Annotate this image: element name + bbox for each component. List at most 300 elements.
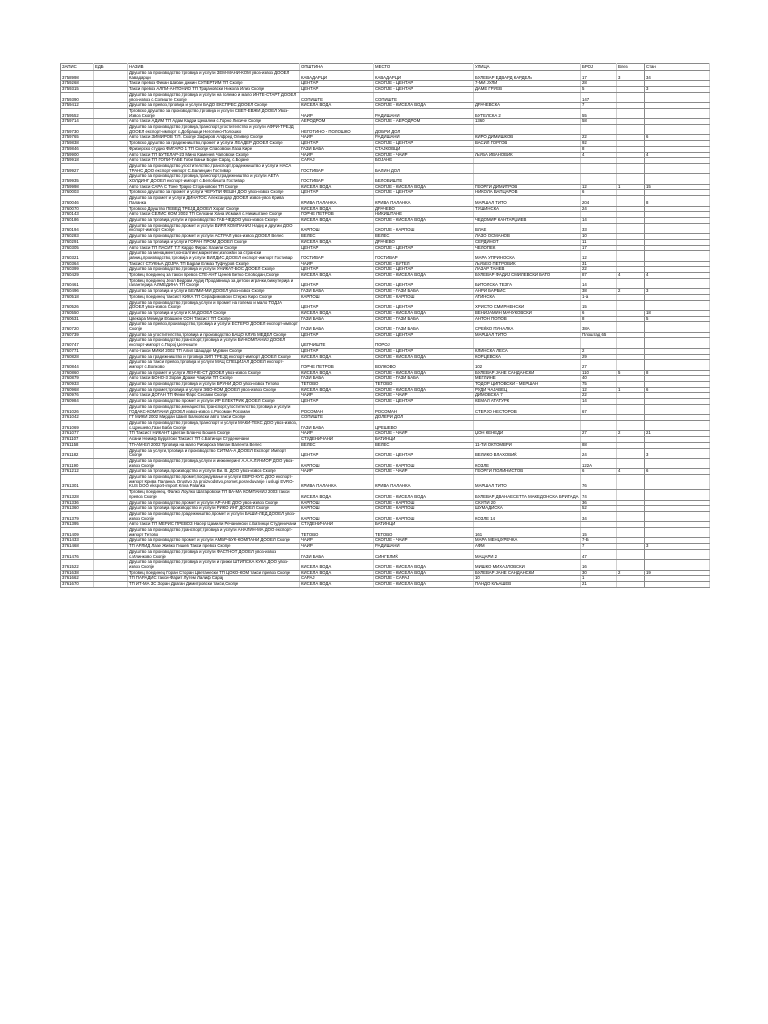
table-cell: КИСЕЛА ВОДА bbox=[300, 387, 374, 393]
table-cell: 3761360 bbox=[61, 506, 94, 512]
table-cell: 3 bbox=[617, 71, 645, 81]
table-cell: ЧАИР bbox=[300, 261, 374, 267]
table-cell bbox=[581, 163, 617, 173]
table-cell: СКОПЈЕ - ЦЕНТАР bbox=[374, 278, 474, 288]
table-cell: 3760828 bbox=[61, 354, 94, 360]
table-cell bbox=[645, 458, 710, 468]
table-cell bbox=[645, 163, 710, 173]
table-cell bbox=[94, 404, 128, 414]
table-cell: 161 bbox=[474, 528, 581, 538]
table-cell: КИСЕЛА ВОДА bbox=[300, 273, 374, 279]
table-cell: 3760399 bbox=[61, 267, 94, 273]
table-cell: КИСЕЛА ВОДА bbox=[300, 206, 374, 212]
table-cell: ВЕЛЕС bbox=[374, 234, 474, 240]
table-cell: АЕРОДРОМ bbox=[300, 119, 374, 125]
table-cell: Друштво за производство,трговија,транспорт и услуги МАКИ-ТЕКС ДОО увоз-извоз, с.Црешево,Гази Баба Скопје bbox=[128, 421, 300, 431]
table-row bbox=[61, 421, 710, 431]
table-cell: КЛИНСКА ЛЕСА bbox=[474, 348, 581, 354]
table-row bbox=[61, 404, 710, 414]
table-cell bbox=[474, 163, 581, 173]
table-cell: КАРПОШ bbox=[300, 506, 374, 512]
table-cell: 3760291 bbox=[61, 239, 94, 245]
table-cell: 1360 bbox=[474, 119, 581, 125]
table-cell: КИСЕЛА ВОДА bbox=[300, 184, 374, 190]
table-cell: 3761476 bbox=[61, 549, 94, 559]
table-cell: КАРПОШ bbox=[300, 294, 374, 300]
table-cell bbox=[94, 71, 128, 81]
table-cell bbox=[617, 490, 645, 500]
table-cell: 28 bbox=[581, 81, 617, 87]
table-cell bbox=[94, 511, 128, 521]
table-cell: 40 bbox=[581, 376, 617, 382]
table-cell: Авто такси БОНО-3 Зоран Драже Чаирли ТП Скопје bbox=[128, 376, 300, 382]
table-cell bbox=[94, 338, 128, 348]
table-cell: 3761336 bbox=[61, 500, 94, 506]
table-cell: ЦЕНТАР bbox=[300, 348, 374, 354]
table-row bbox=[61, 475, 710, 490]
table-cell: Друштво за производство,трговија и услуги и грижи ШТИПСКА КУЌА ДОО увоз-извоз Скопје bbox=[128, 560, 300, 570]
table-cell: 24 bbox=[581, 206, 617, 212]
table-cell: Друштво за промет и услуги ДИНАТОС Александар ДООЕЛ извоз-увоз Крива Паланка bbox=[128, 196, 300, 206]
table-cell: АТИНСКА bbox=[474, 294, 581, 300]
table-cell: СКОПЈЕ - КИСЕЛА ВОДА bbox=[374, 570, 474, 576]
table-cell bbox=[645, 490, 710, 500]
table-cell: 3760143 bbox=[61, 212, 94, 218]
table-cell bbox=[645, 300, 710, 310]
table-cell: 36 bbox=[581, 500, 617, 506]
table-cell: СКОПЈЕ - КАРПОШ bbox=[374, 223, 474, 233]
table-cell bbox=[617, 223, 645, 233]
table-cell: МЕЃЛИНЕ bbox=[474, 376, 581, 382]
table-cell bbox=[645, 404, 710, 414]
table-cell: 14 bbox=[581, 217, 617, 223]
table-cell bbox=[617, 108, 645, 118]
table-cell: 11 bbox=[581, 239, 617, 245]
table-cell: ТП ИТ-МА ЗС Зоран Драган Димитровски такси,Скопје bbox=[128, 582, 300, 588]
table-row bbox=[61, 108, 710, 118]
table-cell: Друштво за услуги,трговија и производство СИТМА-А ДООЕЛ Експорт Импорт Скопје bbox=[128, 448, 300, 458]
table-cell: ЧАИР bbox=[300, 135, 374, 141]
table-cell: 4 bbox=[617, 469, 645, 475]
table-cell: 3760968 bbox=[61, 387, 94, 393]
table-cell: 3760305 bbox=[61, 245, 94, 251]
table-cell: БОЈАНЕ bbox=[374, 158, 474, 164]
table-cell: Трговско друштво за промет и услуги ЧЕРУПИ ФЕШН ДОО увоз-извоз Скопје bbox=[128, 190, 300, 196]
table-cell: МИШКО МИХАЈЛОВСКИ bbox=[474, 560, 581, 570]
table-cell: САРАЈ bbox=[300, 158, 374, 164]
table-row bbox=[61, 223, 710, 233]
table-cell: СКОПЈЕ - ЦЕНТАР bbox=[374, 348, 474, 354]
table-cell: РОСОМАН bbox=[300, 404, 374, 414]
table-cell: ГОСТИВАР bbox=[300, 251, 374, 261]
table-cell: ЧЕДОМИР КАНТАРЏИЕВ bbox=[474, 217, 581, 223]
table-cell: ЧАИР bbox=[300, 544, 374, 550]
table-cell bbox=[474, 92, 581, 102]
table-cell: ГОРЧЕ ПЕТРОВ bbox=[300, 212, 374, 218]
table-cell: МАРА МЕНЏУРЕЧКА bbox=[474, 538, 581, 544]
table-cell: 3760070 bbox=[61, 206, 94, 212]
table-cell: Друштво за производство промет и услуги АМБР-БУК-КОМПАНИ ДООЕЛ Скопје bbox=[128, 538, 300, 544]
table-cell: 10 bbox=[581, 234, 617, 240]
table-cell: ВЛАЕ bbox=[474, 223, 581, 233]
table-cell bbox=[474, 421, 581, 431]
table-cell: СКОПЈЕ - ЦЕНТАР bbox=[374, 141, 474, 147]
table-cell: СРЕЌКО ПУНАЛКА bbox=[474, 322, 581, 332]
table-cell: СКОПЈЕ - КИСЕЛА ВОДА bbox=[374, 387, 474, 393]
table-cell: 3760720 bbox=[61, 322, 94, 332]
table-cell: КРИВА ПАЛАНКА bbox=[300, 196, 374, 206]
column-header: НАЗИВ bbox=[128, 64, 300, 71]
table-cell bbox=[645, 92, 710, 102]
table-cell: ТП АРЛИД Лазе Живко Гишев Такси превоз Скопје bbox=[128, 544, 300, 550]
column-header: УЛИЦА bbox=[474, 64, 581, 71]
table-cell: ЛАЗАР ТАНЕВ bbox=[474, 267, 581, 273]
table-cell bbox=[94, 223, 128, 233]
table-cell: СКОПЈЕ - ЦЕНТАР bbox=[374, 190, 474, 196]
table-cell: ЦЕНТАР bbox=[300, 448, 374, 458]
table-cell: Авто такси ЗИМИРОВ Т.П. Скопје Зафиров Алфред Оливер Скопје bbox=[128, 135, 300, 141]
table-cell bbox=[617, 322, 645, 332]
table-cell: 3759412 bbox=[61, 103, 94, 109]
table-cell: ЦЕНТАР bbox=[300, 332, 374, 338]
table-cell bbox=[474, 338, 581, 348]
table-cell bbox=[617, 300, 645, 310]
table-cell: ВЕЛЕС bbox=[300, 234, 374, 240]
table-cell: 5 bbox=[617, 370, 645, 376]
column-header: ЕДБ bbox=[94, 64, 128, 71]
table-cell: ГТ МИКИ 2002 Мирдан Шаип Балковски авто такси Скопје bbox=[128, 415, 300, 421]
table-cell: ЧАИР bbox=[300, 431, 374, 437]
table-cell: Друштво за производство,промет и услуги АСТРАЛ увоз-извоз ДООЕЛ Велес bbox=[128, 234, 300, 240]
table-row bbox=[61, 71, 710, 81]
table-cell: 24 bbox=[581, 448, 617, 458]
table-cell: ГАЗИ БАБА bbox=[300, 316, 374, 322]
table-cell: СКОПЈЕ - ЦЕНТАР bbox=[374, 87, 474, 93]
table-cell: 74 bbox=[581, 490, 617, 500]
table-cell: 3761212 bbox=[61, 469, 94, 475]
table-cell: СТУДЕНИЧАНИ bbox=[300, 437, 374, 443]
table-cell bbox=[617, 404, 645, 414]
table-cell bbox=[94, 300, 128, 310]
table-cell: 4 bbox=[645, 152, 710, 158]
table-cell bbox=[94, 448, 128, 458]
table-cell: Авто-такси МИКИ 2002 ТП Алил Шащаде Мурвин Скопје bbox=[128, 348, 300, 354]
table-cell: 15 bbox=[581, 528, 617, 538]
table-cell: ТП-АМ-ЕЛ 2002 Трговија на мало Рибарска Милан Валента Велес bbox=[128, 442, 300, 448]
table-cell: 19 bbox=[645, 570, 710, 576]
table-cell: Трговско Друштво ПЕВЕД ТРЕЈД ДООЕЛ Хорат Скопје bbox=[128, 206, 300, 212]
table-cell: 3760984 bbox=[61, 399, 94, 405]
table-cell: СКОПЈЕ - КАРПОШ bbox=[374, 511, 474, 521]
table-cell: 204 bbox=[581, 196, 617, 206]
table-cell: 3761158 bbox=[61, 442, 94, 448]
table-cell: СКОПЈЕ - ГАЗИ БАБА bbox=[374, 376, 474, 382]
table-cell bbox=[645, 511, 710, 521]
table-cell: КАВАДАРЦИ bbox=[374, 71, 474, 81]
table-cell: Трговско друштво за производство,трговија и услуги СВЕТ-ЕВЖИ ДООЕЛ Увоз-Извоз Скопје bbox=[128, 108, 300, 118]
table-cell: ГОСТИВАР bbox=[300, 163, 374, 173]
table-cell: ЉУБЕО ПЕТРОВИЌ bbox=[474, 261, 581, 267]
table-cell: 6 bbox=[581, 469, 617, 475]
table-cell: 147 bbox=[581, 92, 617, 102]
table-cell: Друштво за производство,трговија,услуги и промет на големо и мало ТОДЈА ДООЕЛ увоз-извоз Скопје bbox=[128, 300, 300, 310]
table-cell: СКОПЈЕ - ЦЕНТАР bbox=[374, 267, 474, 273]
table-cell: 3759765 bbox=[61, 135, 94, 141]
table-cell: 2 bbox=[581, 348, 617, 354]
table-cell: ГОСТИВАР bbox=[374, 251, 474, 261]
table-cell: СКОПЈЕ - КАРПОШ bbox=[374, 500, 474, 506]
table-cell: 3760771 bbox=[61, 348, 94, 354]
table-cell: 3760003 bbox=[61, 190, 94, 196]
table-cell: СКОПЈЕ - ЧАИР bbox=[374, 538, 474, 544]
table-cell: 3760550 bbox=[61, 310, 94, 316]
table-cell: 3761328 bbox=[61, 490, 94, 500]
table-cell: 34 bbox=[645, 71, 710, 81]
table-cell: МАРШАЛ ТИТО bbox=[474, 332, 581, 338]
table-cell: НИКОЛА ВАПЦАРОВ bbox=[474, 190, 581, 196]
table-cell: 3761042 bbox=[61, 415, 94, 421]
table-cell: 6 bbox=[645, 135, 710, 141]
table-cell: СКОПЈЕ - ЧАИР bbox=[374, 431, 474, 437]
table-cell: Трговец поединец таксист КИКА ТП Серафимовски Стерко Киро Скопје bbox=[128, 294, 300, 300]
table-cell: 3761662 bbox=[61, 576, 94, 582]
table-cell: Друштво за промет и услуги ЛЕНЧЕ-СТ ДООЕЛ увоз-извоз Скопје bbox=[128, 370, 300, 376]
table-cell: БУЛЕВАР ДВАНАЕСЕТТА МАКЕДОНСКА БРИГАДА bbox=[474, 490, 581, 500]
table-cell: РАДИШАНИ bbox=[374, 544, 474, 550]
table-cell: 3760046 bbox=[61, 196, 94, 206]
table-cell: ЧАИР bbox=[300, 469, 374, 475]
table-cell: КРИВА ПАЛАНКА bbox=[374, 475, 474, 490]
table-cell: СКОПЈЕ - КИСЕЛА ВОДА bbox=[374, 103, 474, 109]
table-cell: 3760860 bbox=[61, 370, 94, 376]
table-cell: 110 bbox=[581, 370, 617, 376]
table-cell: 3761468 bbox=[61, 544, 94, 550]
table-cell: Друштво за производство промет и услуги ИР ЕЛЕКТРИК ДООЕЛ Скопје bbox=[128, 399, 300, 405]
table-cell: ЧАИР bbox=[300, 538, 374, 544]
table-cell: 16 bbox=[581, 560, 617, 570]
table-cell: ХРИСТО СМИРНЕНСКИ bbox=[474, 300, 581, 310]
table-cell: БАТИНЦИ bbox=[374, 522, 474, 528]
table-cell: САРАЈ bbox=[300, 576, 374, 582]
table-cell: 87 bbox=[581, 273, 617, 279]
table-cell: 1 bbox=[617, 184, 645, 190]
table-cell: ВЕЛЕС bbox=[300, 442, 374, 448]
table-cell: СКОПЈЕ - ГАЗИ БАБА bbox=[374, 289, 474, 295]
table-cell: Авто такси АДИМ ТП Адам Кадри Цекалем с.Горно Лисиче Скопје bbox=[128, 119, 300, 125]
table-cell: Трговско друштво за градежништво,промет и услуги ЛЕАДЕР ДООЕЛ Скопје bbox=[128, 141, 300, 147]
table-cell: ЏЕПЧИШТЕ bbox=[300, 338, 374, 348]
table-cell: 1 bbox=[617, 387, 645, 393]
table-cell: МАРА УПРИНОСКА bbox=[474, 251, 581, 261]
table-cell: ГАЗИ БАБА bbox=[300, 376, 374, 382]
table-cell: 55 bbox=[581, 108, 617, 118]
table-cell: Авто такси ТП ГОПИ-ТАБЕ Гоби Бањи Бојан Сарај, с.Бојане bbox=[128, 158, 300, 164]
table-cell: КОЗЛЕ bbox=[474, 458, 581, 468]
table-cell: 1-а bbox=[581, 294, 617, 300]
table-cell: БУТЕЛСКА 2 bbox=[474, 108, 581, 118]
table-cell: 3761409 bbox=[61, 528, 94, 538]
table-cell: Такси превоз АЛПИ-АНТОНИО ТП Трајановски Никола Илиз Скопје bbox=[128, 87, 300, 93]
table-cell bbox=[94, 125, 128, 135]
table-cell bbox=[645, 174, 710, 184]
table-cell: СОПИШТЕ bbox=[300, 415, 374, 421]
table-cell: Друштво за производство,трговија,услуги и инжинеринг А.А.А.ЛУНИОР ДОО увоз-извоз Скопје bbox=[128, 458, 300, 468]
table-cell: ГАЗИ БАБА bbox=[300, 146, 374, 152]
table-row bbox=[61, 448, 710, 458]
table-cell: СКОПЈЕ - ЦЕНТАР bbox=[374, 448, 474, 458]
table-cell: ЦЕНТАР bbox=[300, 278, 374, 288]
table-cell: 3760496 bbox=[61, 289, 94, 295]
table-cell: 30 bbox=[581, 570, 617, 576]
spreadsheet-page bbox=[60, 63, 709, 588]
table-cell bbox=[645, 528, 710, 538]
table-cell: Трговец поединец, Фалко Лоулко Шатаровски ТП ВА-МА КОМПАНИЈ 2003 такси превоз Скопје bbox=[128, 490, 300, 500]
table-cell: СКОПЈЕ - КИСЕЛА ВОДА bbox=[374, 560, 474, 570]
table-cell bbox=[645, 338, 710, 348]
table-cell bbox=[581, 338, 617, 348]
table-cell bbox=[94, 475, 128, 490]
table-cell: 38А bbox=[581, 322, 617, 332]
table-cell: СОПИШТЕ bbox=[374, 92, 474, 102]
table-cell bbox=[645, 322, 710, 332]
table-cell: 3760461 bbox=[61, 278, 94, 288]
table-body bbox=[61, 71, 710, 588]
table-cell: 3761026 bbox=[61, 404, 94, 414]
table-cell bbox=[617, 560, 645, 570]
table-cell: Авто такси ТП МЕРИС ПРЕВОЗ Насер Цамили Речанински с.Батинци Студеничани bbox=[128, 522, 300, 528]
table-row bbox=[61, 360, 710, 370]
table-cell bbox=[645, 421, 710, 431]
table-cell bbox=[617, 163, 645, 173]
table-cell: СИНГЕЛИЌ bbox=[374, 549, 474, 559]
table-cell: 122А bbox=[581, 458, 617, 468]
table-cell: Друштво за трговија и услуги ГОРАН ПРОМ ДООЕЛ Скопје bbox=[128, 239, 300, 245]
table-cell bbox=[94, 278, 128, 288]
table-cell: Авто такси САРА С Тоне Трајко Стојановски ТП Скопје bbox=[128, 184, 300, 190]
table-cell: АНРИ БАРБИС bbox=[474, 289, 581, 295]
table-cell: 2 bbox=[617, 570, 645, 576]
table-cell: 3760747 bbox=[61, 338, 94, 348]
table-cell: 5 bbox=[645, 316, 710, 322]
table-cell: 3759268 bbox=[61, 81, 94, 87]
table-cell: Друштво за производство,трговија,транспорт,угостителство и услуги АФРИ-ТРЕЈД ДООЕЛ експорт-импорт с.Добрашци Неготино-Полошко bbox=[128, 125, 300, 135]
table-cell: ГЕОРГИ ПОЛИНИСТОВ bbox=[474, 469, 581, 475]
table-cell: ВЕЛЕС bbox=[374, 442, 474, 448]
table-cell: КРИВА ПАЛАНКА bbox=[374, 196, 474, 206]
table-cell: 3760321 bbox=[61, 251, 94, 261]
table-cell: 21 bbox=[581, 582, 617, 588]
table-cell: 3761182 bbox=[61, 448, 94, 458]
table-cell: 3759730 bbox=[61, 125, 94, 135]
table-row bbox=[61, 300, 710, 310]
table-row bbox=[61, 511, 710, 521]
table-cell bbox=[645, 125, 710, 135]
table-cell: 33 bbox=[581, 223, 617, 233]
table-cell: КИСЕЛА ВОДА bbox=[300, 354, 374, 360]
table-cell: ДИМОВСКА 7 bbox=[474, 393, 581, 399]
table-cell: 3760429 bbox=[61, 273, 94, 279]
table-cell: КОРЦЕВСКА bbox=[474, 354, 581, 360]
table-cell: РОСОМАН bbox=[374, 404, 474, 414]
table-cell: КАРПОШ bbox=[300, 223, 374, 233]
table-cell bbox=[645, 251, 710, 261]
table-cell: 18 bbox=[645, 310, 710, 316]
table-cell bbox=[94, 163, 128, 173]
table-cell bbox=[617, 448, 645, 458]
table-cell: БУЛЕВАР ЈАНЕ САНДАНСКИ bbox=[474, 370, 581, 376]
table-cell: Друштво за такси превоз,трговија и услуги МАЦ СПЕЦИЈАЛ ДООЕЛ експорт-импорт с.Волково bbox=[128, 360, 300, 370]
table-cell: ДРАЧЕВО bbox=[374, 239, 474, 245]
table-cell: Цвеќара Мемеди Ебашкен СОН Таксист ТП Скопје bbox=[128, 316, 300, 322]
table-cell: 27 bbox=[581, 431, 617, 437]
table-cell: НИКИШТАНЕ bbox=[374, 212, 474, 218]
table-cell: Друштво за трговија производство и услуги РИКО ИНГ ДООЕЛ Скопје bbox=[128, 506, 300, 512]
table-cell bbox=[581, 421, 617, 431]
table-cell: СКОПЈЕ - ГАЗИ БАБА bbox=[374, 322, 474, 332]
table-cell: 7-Б bbox=[581, 538, 617, 544]
table-cell: СКОПЈЕ - КИСЕЛА ВОДА bbox=[374, 582, 474, 588]
table-cell bbox=[617, 528, 645, 538]
table-row bbox=[61, 458, 710, 468]
table-cell bbox=[617, 421, 645, 431]
table-cell: 1 bbox=[581, 576, 617, 582]
table-cell: 3761433 bbox=[61, 538, 94, 544]
table-cell bbox=[617, 458, 645, 468]
table-cell: ЦЕНТАР bbox=[300, 300, 374, 310]
table-cell: 3 bbox=[645, 544, 710, 550]
table-cell bbox=[94, 196, 128, 206]
table-cell: 3760976 bbox=[61, 393, 94, 399]
table-cell: СКОПЈЕ - ЦЕНТАР bbox=[374, 399, 474, 405]
table-cell: БАТИНЦИ bbox=[374, 437, 474, 443]
table-cell: ДРАЧЕВСКА bbox=[474, 103, 581, 109]
table-cell: Авто такси ТП ПАСИТ Т.Т Кардо Фирас Хазили Скопје bbox=[128, 245, 300, 251]
table-cell: 92 bbox=[581, 141, 617, 147]
table-cell: КИСЕЛА ВОДА bbox=[300, 490, 374, 500]
column-header: Влез bbox=[617, 64, 645, 71]
table-cell: СКОПЈЕ - КИСЕЛА ВОДА bbox=[374, 354, 474, 360]
table-cell: Друштво за производство,угостителство,транспорт,градежништво и услуги НАСА ТРАНС ДОО експорт-импорт С.Балинџин Гостивар bbox=[128, 163, 300, 173]
table-cell: 4 bbox=[645, 273, 710, 279]
table-cell: 3759390 bbox=[61, 92, 94, 102]
table-cell: 27 bbox=[581, 360, 617, 370]
table-cell: НЕГОТИНО - ПОЛОШКО bbox=[300, 125, 374, 135]
table-cell: ДОБРИ ДОЛ bbox=[374, 125, 474, 135]
table-cell: 58 bbox=[581, 119, 617, 125]
table-cell: 3760631 bbox=[61, 316, 94, 322]
table-cell: 47 bbox=[581, 549, 617, 559]
table-cell: 31 bbox=[581, 261, 617, 267]
table-row bbox=[61, 92, 710, 102]
table-cell: 3760186 bbox=[61, 217, 94, 223]
table-cell: СОПИШТЕ bbox=[300, 92, 374, 102]
table-cell bbox=[645, 360, 710, 370]
table-cell: СЕРДИНОТ bbox=[474, 239, 581, 245]
table-cell: Друштво за производство,трговија и услуги на големо и мало ИНТЕ-СТАРТ ДООЕЛ увоз-извоз с.Сопиште Скопје bbox=[128, 92, 300, 102]
table-cell: 15 bbox=[645, 184, 710, 190]
table-cell bbox=[94, 421, 128, 431]
column-header: Стан bbox=[645, 64, 710, 71]
table-cell: СКОПЈЕ - КИСЕЛА ВОДА bbox=[374, 273, 474, 279]
table-cell: ЏОН КЕНЕДИ bbox=[474, 431, 581, 437]
table-cell: СКОПЈЕ - КАРПОШ bbox=[374, 294, 474, 300]
table-cell bbox=[94, 251, 128, 261]
table-cell: Трговец поединец за такси превоз СТЕ-АНТ Ценев Бетко Слободан,Скопје bbox=[128, 273, 300, 279]
table-cell: 17 bbox=[581, 245, 617, 251]
table-cell: РАДИШАНИ bbox=[374, 135, 474, 141]
table-cell: СКОПЈЕ - ЧАИР bbox=[374, 393, 474, 399]
table-cell: 3760526 bbox=[61, 300, 94, 310]
